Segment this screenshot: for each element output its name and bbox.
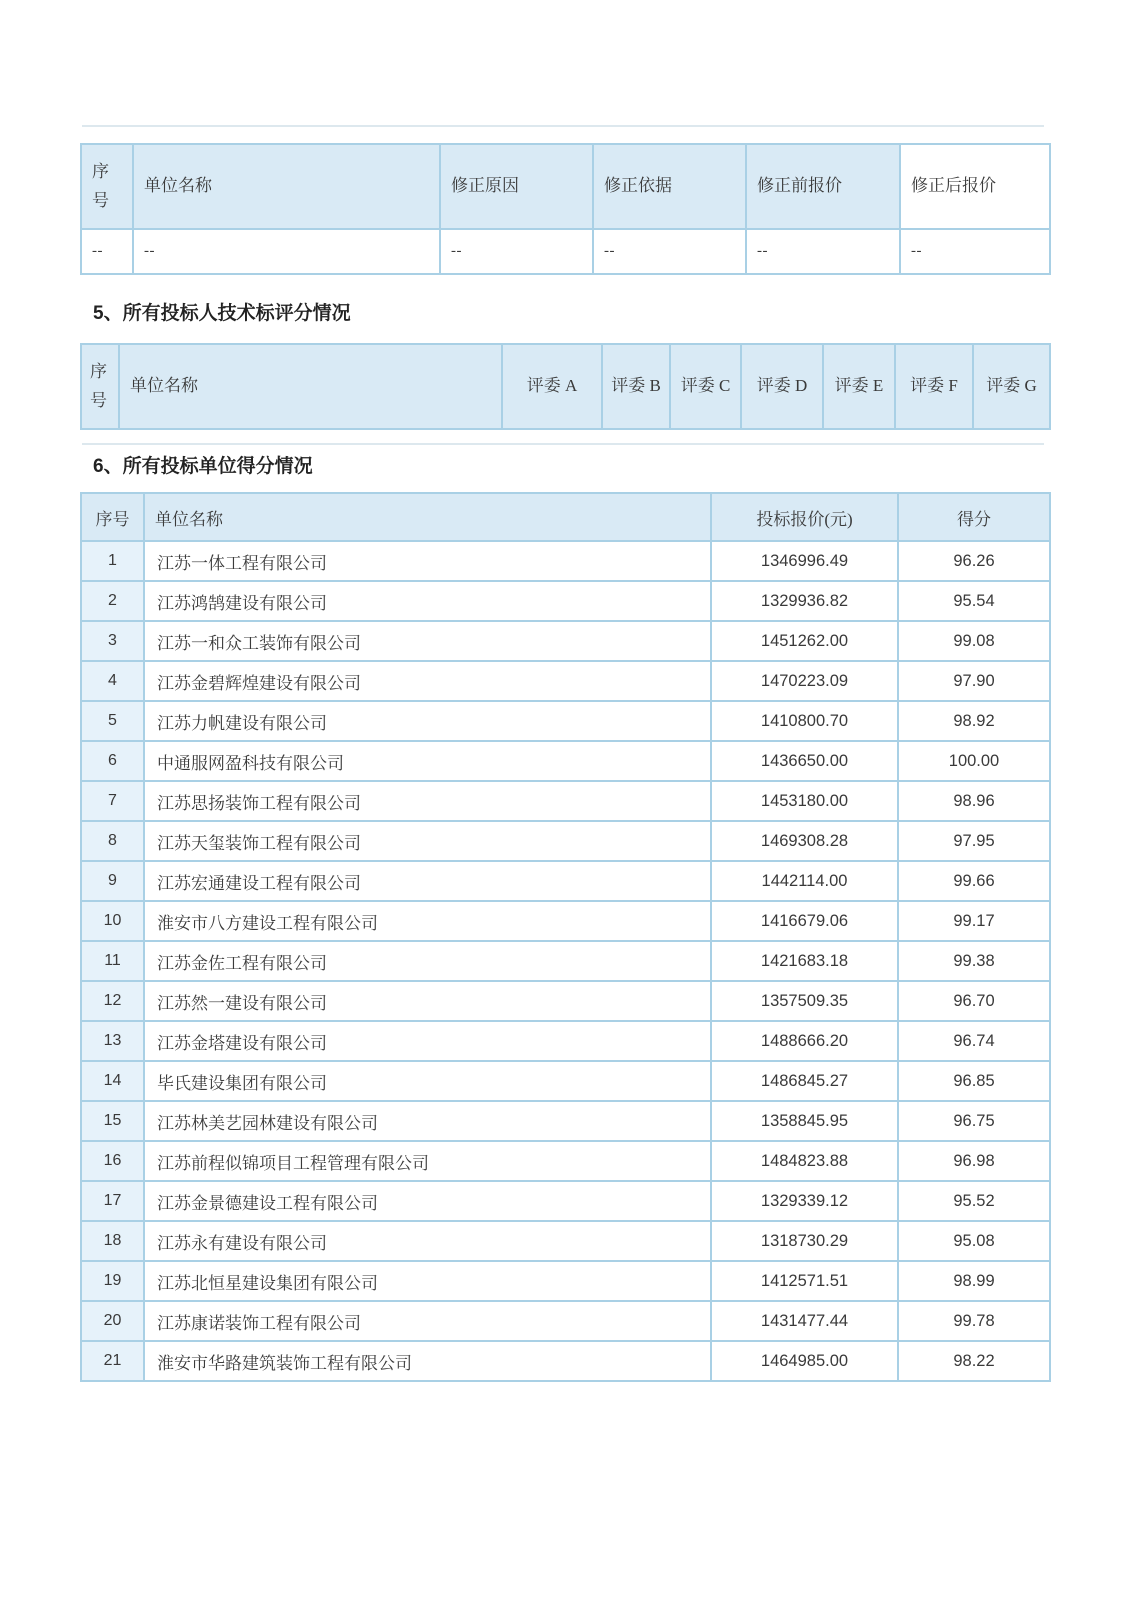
- score-table-row: [81, 941, 1050, 981]
- score-row-score: 95.52: [898, 1181, 1050, 1221]
- score-row-company: 江苏金碧辉煌建设有限公司: [144, 661, 711, 701]
- score-row-score: 96.85: [898, 1061, 1050, 1101]
- score-row-score: 95.54: [898, 581, 1050, 621]
- score-row-score: 99.17: [898, 901, 1050, 941]
- score-row-company: 江苏林美艺园林建设有限公司: [144, 1101, 711, 1141]
- correction-header-price-after: 修正后报价: [900, 144, 1050, 229]
- score-row-index: 9: [81, 861, 144, 901]
- score-row-score: 95.08: [898, 1221, 1050, 1261]
- score-row-company: 江苏北恒星建设集团有限公司: [144, 1261, 711, 1301]
- score-table-row: [81, 701, 1050, 741]
- tech-header-judge-e: 评委 E: [823, 344, 895, 429]
- score-row-company: 江苏一体工程有限公司: [144, 541, 711, 581]
- score-table-row: [81, 1221, 1050, 1261]
- score-header-bid-price: 投标报价(元): [711, 493, 898, 541]
- score-row-index: 15: [81, 1101, 144, 1141]
- score-row-company: 江苏永有建设有限公司: [144, 1221, 711, 1261]
- score-row-score: 98.22: [898, 1341, 1050, 1381]
- score-table-row: [81, 1301, 1050, 1341]
- score-row-score: 99.38: [898, 941, 1050, 981]
- score-row-index: 7: [81, 781, 144, 821]
- correction-table-header-row: [81, 144, 1050, 229]
- score-table-row: [81, 1101, 1050, 1141]
- score-row-company: 淮安市华路建筑装饰工程有限公司: [144, 1341, 711, 1381]
- score-table-row: [81, 821, 1050, 861]
- score-row-price: 1318730.29: [711, 1221, 898, 1261]
- score-table-row: [81, 581, 1050, 621]
- technical-score-table: [80, 343, 1051, 430]
- score-table-row: [81, 1261, 1050, 1301]
- page-top-divider: [82, 125, 1044, 127]
- score-row-price: 1431477.44: [711, 1301, 898, 1341]
- score-table-row: [81, 541, 1050, 581]
- correction-table: [80, 143, 1051, 275]
- score-row-index: 11: [81, 941, 144, 981]
- score-row-score: 96.26: [898, 541, 1050, 581]
- score-table-row: [81, 981, 1050, 1021]
- score-row-index: 10: [81, 901, 144, 941]
- score-table-row: [81, 1141, 1050, 1181]
- score-row-index: 20: [81, 1301, 144, 1341]
- score-table-row: [81, 1181, 1050, 1221]
- score-row-price: 1416679.06: [711, 901, 898, 941]
- score-header-unit-name: 单位名称: [144, 493, 711, 541]
- final-score-header-row: [81, 493, 1050, 541]
- correction-header-basis: 修正依据: [593, 144, 746, 229]
- correction-header-index: 序号: [81, 144, 133, 229]
- score-table-row: [81, 621, 1050, 661]
- score-row-index: 18: [81, 1221, 144, 1261]
- score-row-index: 14: [81, 1061, 144, 1101]
- technical-score-header-row: [81, 344, 1050, 429]
- score-row-index: 4: [81, 661, 144, 701]
- score-row-price: 1329339.12: [711, 1181, 898, 1221]
- score-row-index: 21: [81, 1341, 144, 1381]
- score-row-company: 淮安市八方建设工程有限公司: [144, 901, 711, 941]
- score-row-index: 16: [81, 1141, 144, 1181]
- tech-header-judge-a: 评委 A: [502, 344, 602, 429]
- score-row-price: 1484823.88: [711, 1141, 898, 1181]
- tech-header-judge-c: 评委 C: [670, 344, 741, 429]
- placeholder-cell-price-before: --: [746, 229, 900, 274]
- placeholder-cell-unit-name: --: [133, 229, 440, 274]
- score-row-index: 5: [81, 701, 144, 741]
- score-row-price: 1453180.00: [711, 781, 898, 821]
- score-row-company: 江苏金佐工程有限公司: [144, 941, 711, 981]
- score-row-company: 江苏前程似锦项目工程管理有限公司: [144, 1141, 711, 1181]
- score-row-price: 1451262.00: [711, 621, 898, 661]
- score-row-company: 中通服网盈科技有限公司: [144, 741, 711, 781]
- score-row-score: 96.74: [898, 1021, 1050, 1061]
- score-row-price: 1464985.00: [711, 1341, 898, 1381]
- placeholder-cell-reason: --: [440, 229, 593, 274]
- score-row-index: 8: [81, 821, 144, 861]
- score-row-company: 江苏思扬装饰工程有限公司: [144, 781, 711, 821]
- score-row-company: 江苏金塔建设有限公司: [144, 1021, 711, 1061]
- score-row-score: 99.78: [898, 1301, 1050, 1341]
- placeholder-cell-price-after: --: [900, 229, 1050, 274]
- score-row-price: 1470223.09: [711, 661, 898, 701]
- tech-header-judge-g: 评委 G: [973, 344, 1050, 429]
- score-row-index: 3: [81, 621, 144, 661]
- score-table-row: [81, 1021, 1050, 1061]
- score-row-price: 1346996.49: [711, 541, 898, 581]
- score-table-row: [81, 741, 1050, 781]
- score-row-company: 江苏金景德建设工程有限公司: [144, 1181, 711, 1221]
- score-row-price: 1442114.00: [711, 861, 898, 901]
- final-score-table: [80, 492, 1051, 1382]
- score-table-row: [81, 661, 1050, 701]
- score-row-index: 12: [81, 981, 144, 1021]
- score-row-score: 99.66: [898, 861, 1050, 901]
- score-table-row: [81, 901, 1050, 941]
- score-row-score: 97.90: [898, 661, 1050, 701]
- score-header-score: 得分: [898, 493, 1050, 541]
- score-row-index: 19: [81, 1261, 144, 1301]
- score-table-row: [81, 781, 1050, 821]
- placeholder-cell-index: --: [81, 229, 133, 274]
- score-row-price: 1469308.28: [711, 821, 898, 861]
- score-row-price: 1410800.70: [711, 701, 898, 741]
- score-row-index: 13: [81, 1021, 144, 1061]
- final-score-table-body: [81, 541, 1050, 1381]
- score-row-company: 江苏然一建设有限公司: [144, 981, 711, 1021]
- score-row-price: 1486845.27: [711, 1061, 898, 1101]
- score-row-price: 1488666.20: [711, 1021, 898, 1061]
- correction-header-unit-name: 单位名称: [133, 144, 440, 229]
- score-row-company: 江苏一和众工装饰有限公司: [144, 621, 711, 661]
- score-table-row: [81, 861, 1050, 901]
- score-row-index: 6: [81, 741, 144, 781]
- score-row-company: 江苏康诺装饰工程有限公司: [144, 1301, 711, 1341]
- correction-placeholder-row: [81, 229, 1050, 274]
- score-row-company: 江苏鸿鹄建设有限公司: [144, 581, 711, 621]
- tech-header-unit-name: 单位名称: [119, 344, 502, 429]
- score-row-price: 1412571.51: [711, 1261, 898, 1301]
- tech-header-index: 序号: [81, 344, 119, 429]
- score-row-company: 毕氏建设集团有限公司: [144, 1061, 711, 1101]
- tech-header-judge-d: 评委 D: [741, 344, 823, 429]
- score-row-company: 江苏力帆建设有限公司: [144, 701, 711, 741]
- score-header-index: 序号: [81, 493, 144, 541]
- tech-header-judge-b: 评委 B: [602, 344, 670, 429]
- score-row-score: 96.70: [898, 981, 1050, 1021]
- tech-header-judge-f: 评委 F: [895, 344, 973, 429]
- score-table-row: [81, 1341, 1050, 1381]
- score-row-score: 98.99: [898, 1261, 1050, 1301]
- section-divider: [82, 443, 1044, 445]
- score-row-score: 99.08: [898, 621, 1050, 661]
- section6-heading: 6、所有投标单位得分情况: [93, 456, 313, 477]
- correction-header-price-before: 修正前报价: [746, 144, 900, 229]
- score-row-score: 96.98: [898, 1141, 1050, 1181]
- placeholder-cell-basis: --: [593, 229, 746, 274]
- score-row-price: 1329936.82: [711, 581, 898, 621]
- section5-heading: 5、所有投标人技术标评分情况: [93, 303, 351, 324]
- score-row-price: 1421683.18: [711, 941, 898, 981]
- score-row-price: 1436650.00: [711, 741, 898, 781]
- score-row-score: 98.96: [898, 781, 1050, 821]
- score-row-company: 江苏宏通建设工程有限公司: [144, 861, 711, 901]
- score-row-score: 97.95: [898, 821, 1050, 861]
- correction-header-reason: 修正原因: [440, 144, 593, 229]
- score-row-company: 江苏天玺装饰工程有限公司: [144, 821, 711, 861]
- score-row-price: 1357509.35: [711, 981, 898, 1021]
- score-row-score: 100.00: [898, 741, 1050, 781]
- score-row-price: 1358845.95: [711, 1101, 898, 1141]
- score-row-index: 17: [81, 1181, 144, 1221]
- score-row-index: 1: [81, 541, 144, 581]
- score-row-score: 96.75: [898, 1101, 1050, 1141]
- score-row-score: 98.92: [898, 701, 1050, 741]
- score-row-index: 2: [81, 581, 144, 621]
- score-table-row: [81, 1061, 1050, 1101]
